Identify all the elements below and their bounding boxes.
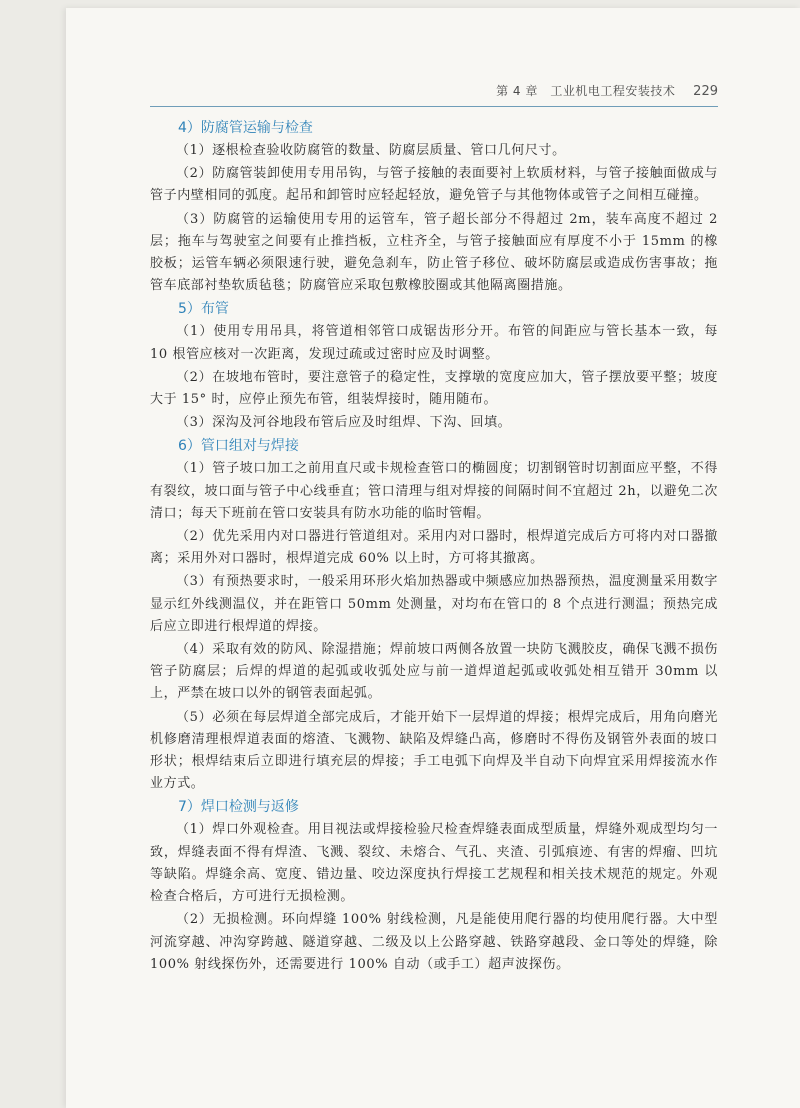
paragraph: （2）在坡地布管时，要注意管子的稳定性，支撑墩的宽度应加大，管子摆放要平整；坡度大于 15° 时，应停止预先布管，组装焊接时，随用随布。	[150, 369, 718, 408]
running-header	[150, 82, 718, 107]
paragraph: （5）必须在每层焊道全部完成后，才能开始下一层焊道的焊接；根焊完成后，用角向磨光机修磨清理根焊道表面的熔渣、飞溅物、缺陷及焊缝凸高，修磨时不得伤及钢管外表面的坡口形状；根焊结束后立即进行填充层的焊接；手工电弧下向焊及半自动下向焊宜采用焊接流水作业方式。	[150, 709, 718, 792]
paragraph: （3）防腐管的运输使用专用的运管车，管子超长部分不得超过 2m，装车高度不超过 2 层；拖车与驾驶室之间要有止推挡板，立柱齐全，与管子接触面应有厚度不小于 15mm 的橡胶板；运管车辆必须限速行驶，避免急刹车，防止管子移位、破坏防腐层或造成伤害事故；拖管车底部衬垫软质毡毯；防腐管应采取包敷橡胶圈或其他隔离圈措施。	[150, 211, 718, 294]
paragraph: （2）无损检测。环向焊缝 100% 射线检测，凡是能使用爬行器的均使用爬行器。大中型河流穿越、冲沟穿跨越、隧道穿越、二级及以上公路穿越、铁路穿越段、金口等处的焊缝，除 100% 射线探伤外，还需要进行 100% 自动（或手工）超声波探伤。	[150, 912, 718, 972]
section-heading-5: 5）布管	[178, 301, 229, 318]
section-heading-7: 7）焊口检测与返修	[178, 799, 299, 816]
page-content	[150, 117, 718, 977]
paragraph: （1）逐根检查验收防腐管的数量、防腐层质量、管口几何尺寸。	[176, 143, 566, 158]
paragraph: （1）使用专用吊具，将管道相邻管口成锯齿形分开。布管的间距应与管长基本一致，每 10 根管应核对一次距离，发现过疏或过密时应及时调整。	[150, 324, 718, 362]
chapter-title: 第 4 章 工业机电工程安装技术	[496, 84, 676, 98]
section-heading-4: 4）防腐管运输与检查	[178, 120, 313, 136]
page-number: 229	[693, 84, 718, 99]
paragraph: （2）优先采用内对口器进行管道组对。采用内对口器时，根焊道完成后方可将内对口器撤离；采用外对口器时，根焊道完成 60% 以上时，方可将其撤离。	[150, 529, 718, 567]
paragraph: （3）深沟及河谷地段布管后应及时组焊、下沟、回填。	[176, 415, 512, 431]
paragraph: （4）采取有效的防风、除湿措施；焊前坡口两侧各放置一块防飞溅胶皮，确保飞溅不损伤管子防腐层；后焊的焊道的起弧或收弧处应与前一道焊道起弧或收弧处相互错开 30mm 以上，严禁在坡口以外的钢管表面起弧。	[150, 642, 718, 702]
paragraph: （3）有预热要求时，一般采用环形火焰加热器或中频感应加热器预热，温度测量采用数字显示红外线测温仪，并在距管口 50mm 处测量，对均布在管口的 8 个点进行测温；预热完成后应立即进行根焊道的焊接。	[150, 574, 718, 634]
section-heading-6: 6）管口组对与焊接	[178, 438, 299, 455]
paragraph: （1）焊口外观检查。用目视法或焊接检验尺检查焊缝表面成型质量，焊缝外观成型均匀一致，焊缝表面不得有焊渣、飞溅、裂纹、未熔合、气孔、夹渣、引弧痕迹、有害的焊瘤、凹坑等缺陷。焊缝余高、宽度、错边量、咬边深度执行焊接工艺规程和相关技术规范的规定。外观检查合格后，方可进行无损检测。	[150, 822, 718, 905]
paragraph: （1）管子坡口加工之前用直尺或卡规检查管口的椭圆度；切割钢管时切割面应平整，不得有裂纹，坡口面与管子中心线垂直；管口清理与组对焊接的间隔时间不宜超过 2h，以避免二次清口；每天下班前在管口安装具有防水功能的临时管帽。	[150, 461, 718, 521]
paragraph: （2）防腐管装卸使用专用吊钩，与管子接触的表面要衬上软质材料，与管子接触面做成与管子内壁相同的弧度。起吊和卸管时应轻起轻放，避免管子与其他物体或管子之间相互碰撞。	[150, 166, 718, 204]
